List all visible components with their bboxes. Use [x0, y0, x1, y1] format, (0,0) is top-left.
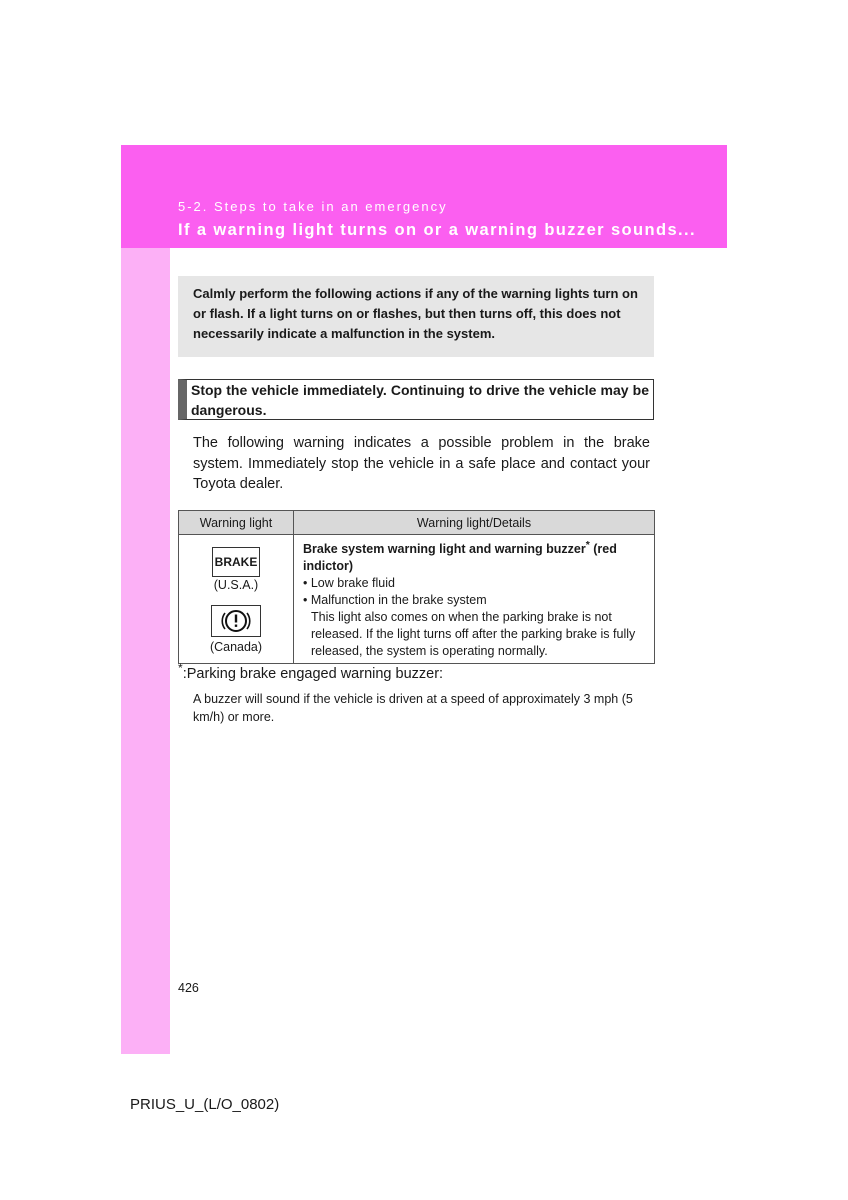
section-label: 5-2. Steps to take in an emergency [178, 199, 448, 214]
details-cell [294, 535, 655, 664]
warning-light-cell [179, 535, 294, 664]
bullet-low-brake-fluid: • Low brake fluid [303, 576, 395, 591]
body-paragraph: The following warning indicates a possible problem in the brake system. Immediately stop the vehicle in a safe place and contact your Toyota dealer. [193, 435, 650, 492]
table-row [179, 535, 655, 664]
bullet-malfunction: • Malfunction in the brake system [303, 593, 487, 608]
table-header-warning-light: Warning light [179, 511, 294, 535]
table-header-details: Warning light/Details [294, 511, 655, 535]
details-title: Brake system warning light and warning buzzer* (red indictor) [303, 540, 617, 574]
footnote-label: *:Parking brake engaged warning buzzer: [178, 661, 444, 682]
details-note: This light also comes on when the parking brake is not released. If the light turns off after the parking brake is fully released, the system is operating normally. [311, 610, 636, 659]
brake-warning-icon: BRAKE [212, 547, 260, 577]
footnote-text: A buzzer will sound if the vehicle is driven at a speed of approximately 3 mph (5 km/h) or more. [193, 692, 633, 724]
page-title: If a warning light turns on or a warning buzzer sounds... [178, 221, 696, 239]
canada-caption: (Canada) [209, 640, 263, 654]
document-code: PRIUS_U_(L/O_0802) [130, 1096, 280, 1113]
page-number: 426 [178, 981, 199, 995]
caution-box: Stop the vehicle immediately. Continuing to drive the vehicle may be dangerous. [178, 379, 654, 420]
table-header-row [179, 511, 655, 535]
warning-table [178, 510, 655, 664]
side-band [121, 248, 170, 1054]
circle-exclamation-icon [211, 605, 261, 637]
usa-caption: (U.S.A.) [213, 578, 259, 592]
intro-box: Calmly perform the following actions if any of the warning lights turn on or flash. If a light turns on or flashes, but then turns off, this does not necessarily indicate a malfunction in the system. [178, 276, 654, 357]
